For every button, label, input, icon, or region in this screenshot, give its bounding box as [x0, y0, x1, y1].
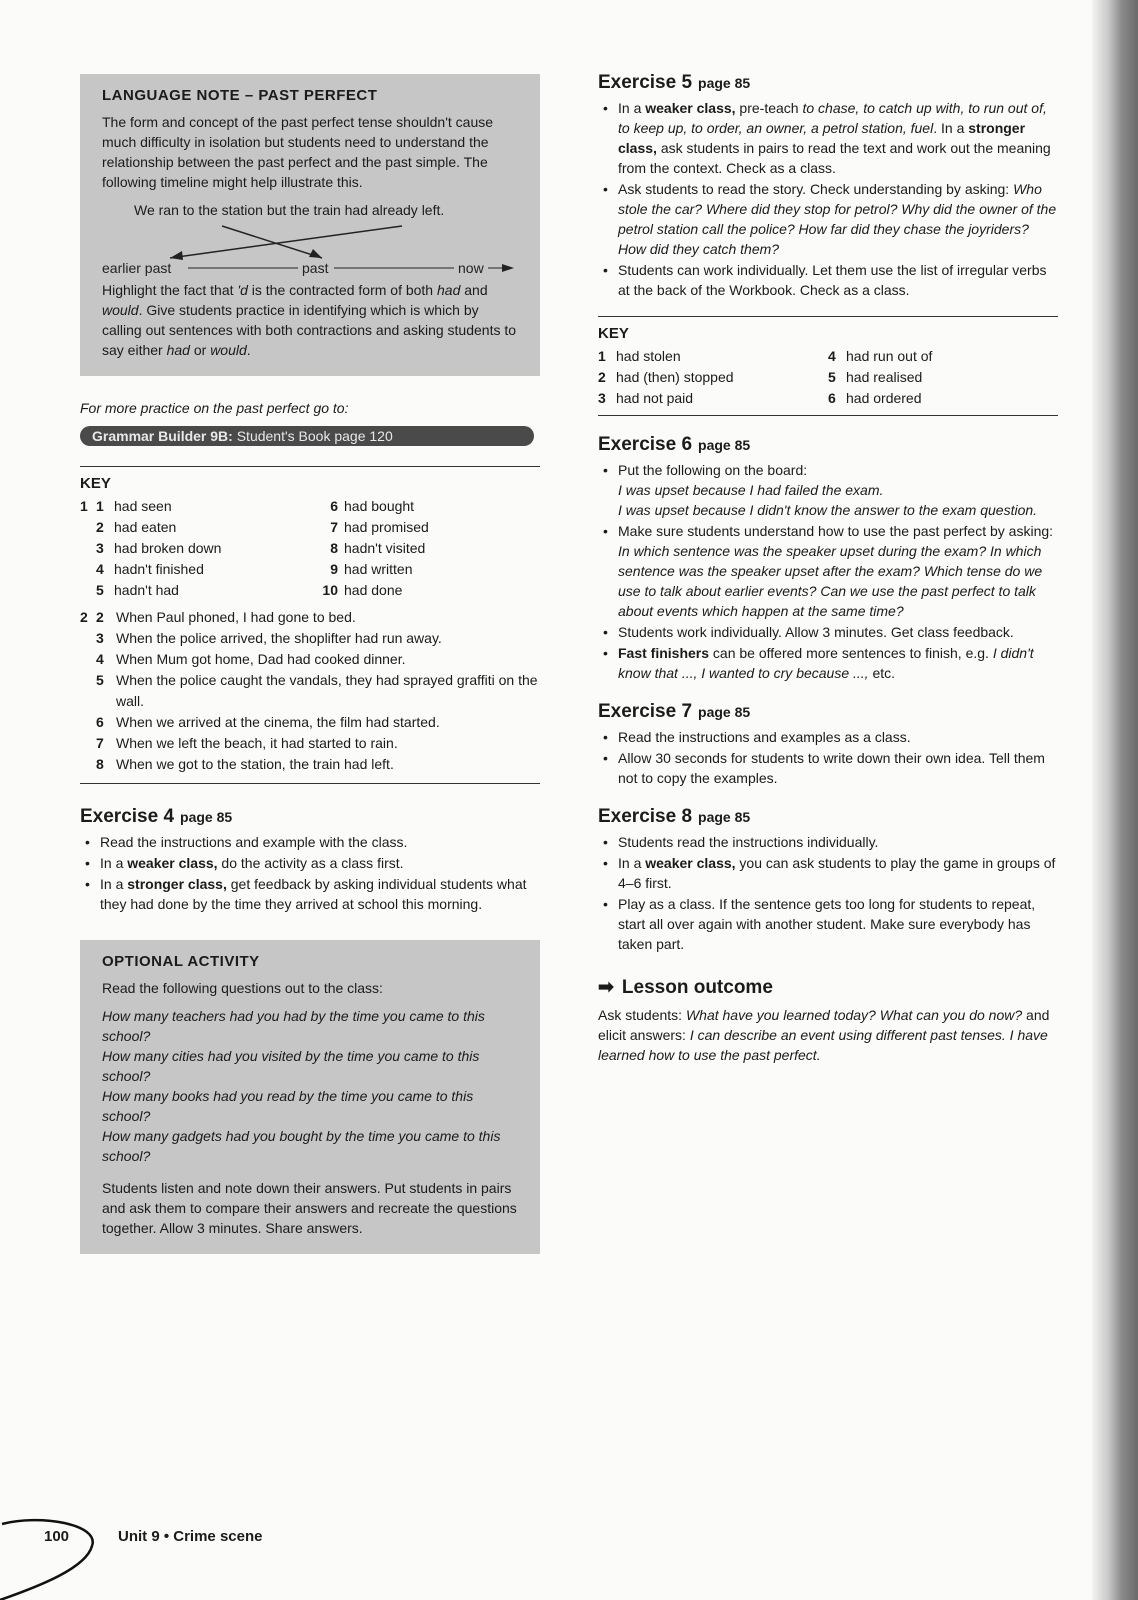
list-item: 4 When Mum got home, Dad had cooked dinner. — [96, 651, 406, 667]
exercise8-heading: Exercise 8 page 85 — [598, 806, 751, 827]
grammar-builder-link[interactable]: Grammar Builder 9B: Student's Book page 120 — [80, 426, 534, 446]
lesson-outcome-heading: ➡ Lesson outcome — [598, 977, 773, 998]
more-practice-text: For more practice on the past perfect go to: — [80, 400, 349, 416]
key-grid-right — [598, 346, 1058, 409]
key-heading-right: KEY — [598, 325, 629, 342]
exercise6-list — [598, 460, 1058, 683]
exercise7-heading: Exercise 7 page 85 — [598, 701, 751, 722]
language-note-intro: The form and concept of the past perfect tense shouldn't cause much difficulty in isolation but students need to understand the relationship between the past perfect and the past simple. The following timeline might help illustrate this. — [102, 114, 494, 190]
language-note-title: LANGUAGE NOTE – PAST PERFECT — [102, 87, 378, 104]
key-rule-top — [80, 466, 540, 467]
exercise8-list — [598, 832, 1058, 954]
exercise4-list — [80, 832, 540, 914]
key-right-col-1: 1 had stolen 2 had (then) stopped 3 had not paid — [598, 348, 734, 406]
timeline — [102, 200, 520, 276]
key-sentences — [80, 607, 540, 775]
list-item: • Put the following on the board: I was upset because I had failed the exam. I was upset because I didn't know the answer to the exam question. — [598, 460, 1058, 520]
timeline-label-earlier-past: earlier past — [102, 260, 172, 276]
lesson-outcome-text: Ask students: What have you learned today? What can you do now? and elicit answers: I can describe an event using different past tenses. I have learned how to use the past perfect. — [598, 1007, 1050, 1063]
list-item: 7 When we left the beach, it had started to rain. — [96, 735, 398, 751]
list-item: • Fast finishers can be offered more sentences to finish, e.g. I didn't know that ..., I wanted to cry because ..., etc. — [598, 643, 1058, 683]
optional-activity-title: OPTIONAL ACTIVITY — [102, 953, 260, 970]
exercise6-heading: Exercise 6 page 85 — [598, 434, 751, 455]
list-item: • In a stronger class, get feedback by asking individual students what they had done by the time they arrived at school this morning. — [80, 874, 540, 914]
right-column — [598, 72, 1058, 1065]
arrow-right-icon: ➡ — [598, 977, 614, 998]
question: How many gadgets had you bought by the time you came to this school? — [102, 1128, 501, 1164]
language-note-highlight: Highlight the fact that 'd is the contracted form of both had and would. Give students practice in identifying which is which by calling out sentences with both contractions and asking students to say either had or would. — [102, 282, 517, 358]
list-item: 8 When we got to the station, the train had left. — [96, 756, 394, 772]
list-item: • Students read the instructions individually. — [598, 832, 1058, 852]
page-footer — [0, 1516, 400, 1600]
list-item: • Make sure students understand how to use the past perfect by asking: In which sentence was the speaker upset during the exam? In which sentence was the speaker upset after the exam? Which tense do we use to talk about earlier events? Can we use the past perfect to talk about events which happen at the same time? — [598, 521, 1058, 621]
list-item: • Students work individually. Allow 3 minutes. Get class feedback. — [598, 622, 1058, 642]
list-item: • Ask students to read the story. Check understanding by asking: Who stole the car? Where did they stop for petrol? Why did the owner of the petrol station call the police? How far did they chase the joyriders? How did they catch them? — [598, 179, 1058, 259]
list-item: • In a weaker class, pre-teach to chase, to catch up with, to run out of, to keep up, to order, an owner, a petrol station, fuel. In a stronger class, ask students in pairs to read the text and work out the meaning from the context. Check as a class. — [598, 98, 1058, 178]
key-grid-left — [80, 496, 540, 601]
list-item: 5 When the police caught the vandals, they had sprayed graffiti on the wall. — [96, 672, 538, 709]
key-col-2: 6 had bought 7 had promised 8 hadn't visited 9 had written 10 had done — [322, 498, 429, 598]
key-rule-bottom — [80, 783, 540, 784]
left-column — [80, 74, 540, 1254]
question: How many cities had you visited by the time you came to this school? — [102, 1048, 480, 1084]
timeline-label-now: now — [458, 260, 484, 276]
list-item: • In a weaker class, do the activity as a class first. — [80, 853, 540, 873]
page-spine-shadow — [1092, 0, 1138, 1600]
optional-intro: Read the following questions out to the class: — [102, 980, 383, 996]
exercise5-list — [598, 98, 1058, 300]
key-right-col-2: 4 had run out of 5 had realised 6 had ordered — [828, 348, 933, 406]
list-item: • Play as a class. If the sentence gets too long for students to repeat, start all over again with another student. Make sure everybody has taken part. — [598, 894, 1058, 954]
exercise4-heading: Exercise 4 page 85 — [80, 806, 233, 827]
key-right-rule-top — [598, 316, 1058, 317]
optional-final: Students listen and note down their answers. Put students in pairs and ask them to compare their answers and recreate the questions together. Allow 3 minutes. Share answers. — [102, 1180, 517, 1236]
exercise5-heading: Exercise 5 page 85 — [598, 72, 751, 93]
list-item: • Allow 30 seconds for students to write down their own idea. Tell them not to copy the examples. — [598, 748, 1058, 788]
language-note-box — [80, 74, 540, 376]
optional-activity-box — [80, 940, 540, 1254]
key-heading-left: KEY — [80, 475, 111, 492]
list-item: • Students can work individually. Let them use the list of irregular verbs at the back of the Workbook. Check as a class. — [598, 260, 1058, 300]
question: How many teachers had you had by the time you came to this school? — [102, 1008, 485, 1044]
question: How many books had you read by the time you came to this school? — [102, 1088, 474, 1124]
page-number: 100 — [44, 1528, 70, 1545]
exercise7-list — [598, 727, 1058, 788]
list-item: 2 2 When Paul phoned, I had gone to bed. — [80, 609, 356, 625]
list-item: 3 When the police arrived, the shoplifter had run away. — [96, 630, 442, 646]
optional-questions — [102, 1006, 520, 1166]
key-right-rule-bottom — [598, 415, 1058, 416]
list-item: 6 When we arrived at the cinema, the film had started. — [96, 714, 440, 730]
list-item: • In a weaker class, you can ask students to play the game in groups of 4–6 first. — [598, 853, 1058, 893]
key-col-1: 1 1 had seen 2 had eaten 3 had broken down 4 hadn't finished 5 hadn't had — [80, 498, 222, 598]
list-item: • Read the instructions and example with the class. — [80, 832, 540, 852]
timeline-label-past: past — [302, 260, 329, 276]
timeline-diagram — [102, 220, 522, 276]
list-item: • Read the instructions and examples as a class. — [598, 727, 1058, 747]
timeline-sentence: We ran to the station but the train had already left. — [134, 202, 445, 218]
unit-title: Unit 9 • Crime scene — [118, 1528, 263, 1545]
